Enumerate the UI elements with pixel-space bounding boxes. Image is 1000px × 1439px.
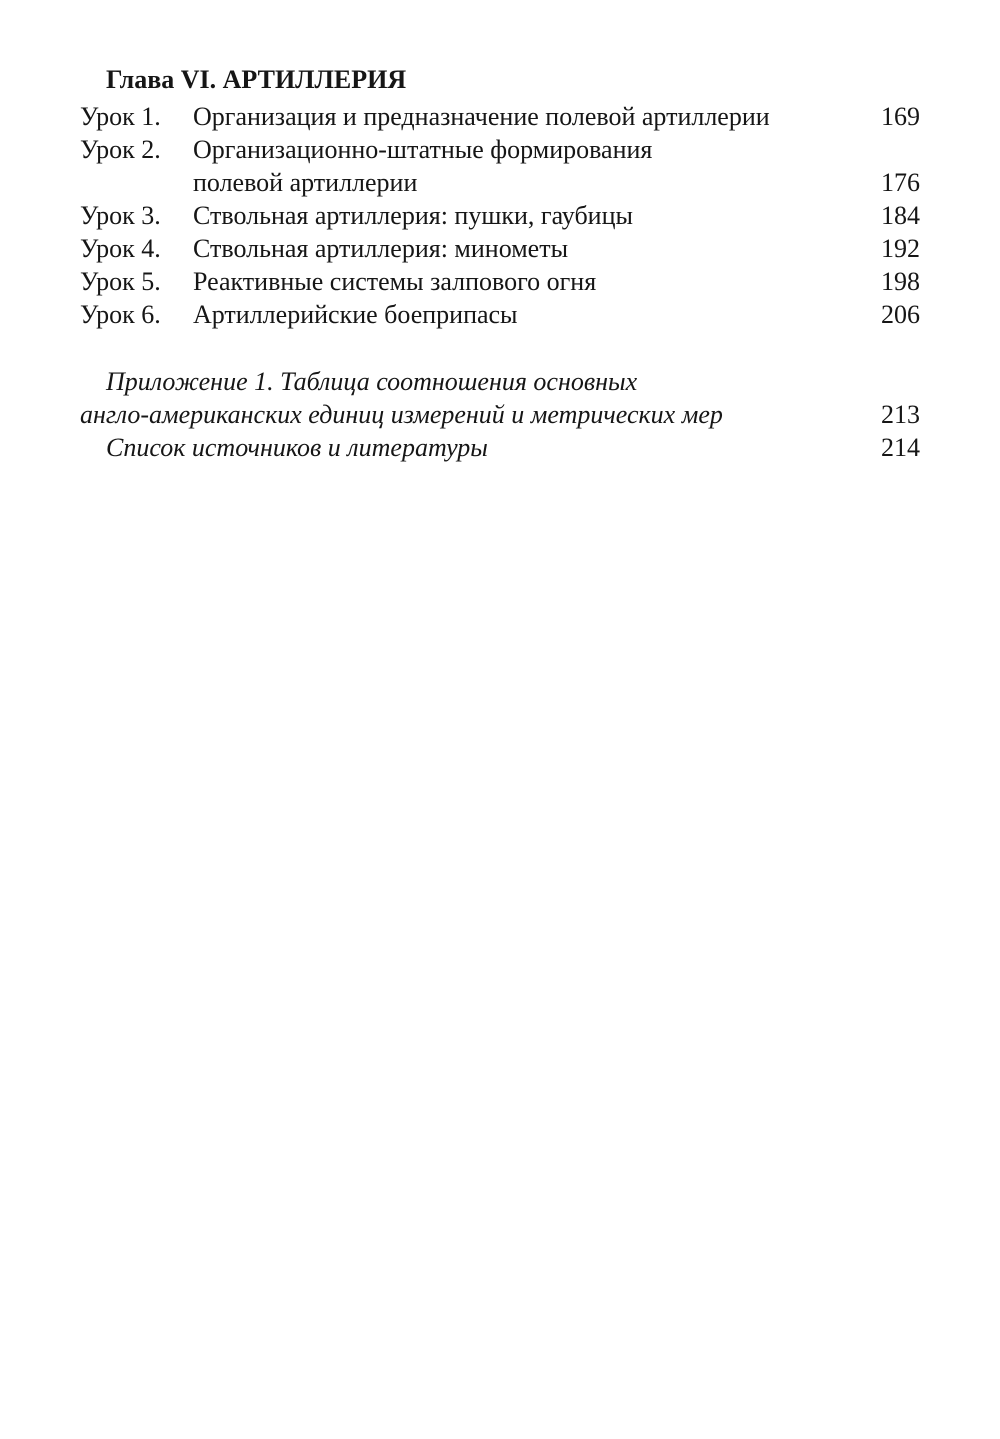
page-number: 192 bbox=[881, 234, 920, 263]
lesson-title: Ствольная артиллерия: пушки, гаубицы bbox=[193, 201, 633, 230]
toc-entry-lesson-3 bbox=[80, 200, 920, 232]
page-number: 198 bbox=[881, 267, 920, 296]
page-number: 169 bbox=[881, 102, 920, 131]
page-number: 184 bbox=[881, 201, 920, 230]
lesson-number: Урок 3. bbox=[80, 201, 161, 230]
toc-entry-lesson-2 bbox=[80, 134, 920, 166]
lesson-title: Реактивные системы залпового огня bbox=[193, 267, 597, 296]
page-number: 206 bbox=[881, 300, 920, 329]
lesson-title: Артиллерийские боеприпасы bbox=[193, 300, 518, 329]
lesson-title: Организация и предназначение полевой артиллерии bbox=[193, 102, 770, 131]
toc-entry-lesson-1 bbox=[80, 101, 920, 133]
lesson-number: Урок 6. bbox=[80, 300, 161, 329]
toc-entry-lesson-5 bbox=[80, 266, 920, 298]
toc-entry-appendix bbox=[80, 366, 920, 398]
appendix-title-line-2: англо-американских единиц измерений и метрических мер bbox=[80, 400, 723, 429]
toc-entry-lesson-4 bbox=[80, 233, 920, 265]
toc-entry-appendix-continuation bbox=[80, 399, 920, 431]
page-number: 176 bbox=[881, 168, 920, 197]
toc-entry-sources bbox=[80, 432, 920, 464]
sources-title: Список источников и литературы bbox=[106, 433, 488, 462]
lesson-title: Ствольная артиллерия: минометы bbox=[193, 234, 569, 263]
appendix-title-line-1: Приложение 1. Таблица соотношения основных bbox=[106, 367, 638, 396]
toc-entry-lesson-2-continuation bbox=[80, 167, 920, 199]
page-number: 214 bbox=[881, 433, 920, 462]
page-number: 213 bbox=[881, 400, 920, 429]
lesson-number: Урок 2. bbox=[80, 135, 161, 164]
toc-entry-lesson-6 bbox=[80, 299, 920, 331]
lesson-number: Урок 4. bbox=[80, 234, 161, 263]
chapter-heading: Глава VI. АРТИЛЛЕРИЯ bbox=[106, 65, 407, 94]
lesson-number: Урок 1. bbox=[80, 102, 161, 131]
lesson-number: Урок 5. bbox=[80, 267, 161, 296]
lesson-title: Организационно-штатные формирования bbox=[193, 135, 653, 164]
lesson-title-continuation: полевой артиллерии bbox=[193, 168, 418, 197]
